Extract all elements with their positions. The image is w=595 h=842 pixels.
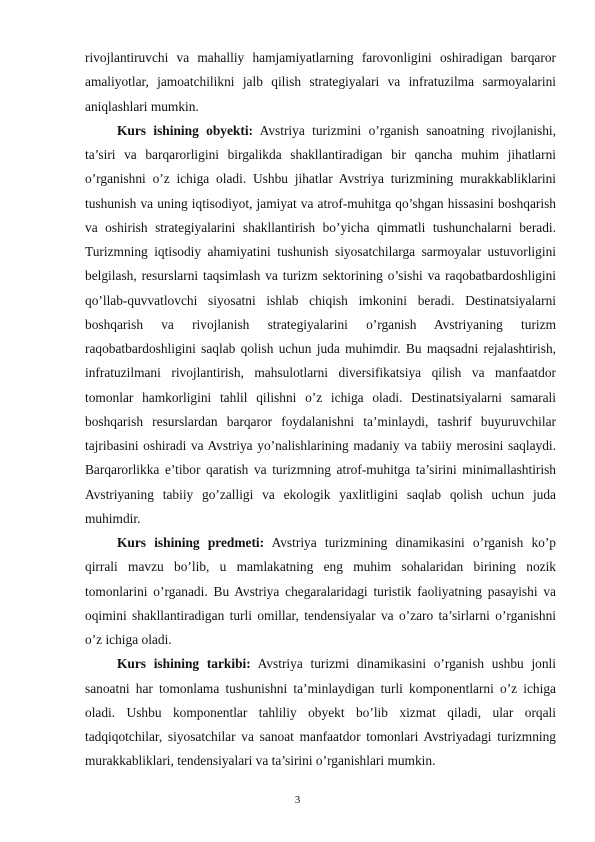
paragraph-term: Kurs ishining obyekti:	[117, 122, 254, 138]
page-number: 3	[294, 794, 301, 806]
paragraph-text: Avstriya turizmi dinamikasini o’rganish ushbu jonli sanoatni har tomonlama tushunishni ta’minlaydigan turli komponentlarni o’z ichiga oladi. Ushbu komponentlar tahliliy obyekt bo’lib xizmat qiladi, ular orqali tadqiqotchilar, siyosatchilar va sanoat manfaatdor tomonlari Avstriyadagi turizmning murakkabliklari, tendensiyalari va ta’sirini o’rganishlari mumkin.	[85, 656, 556, 769]
paragraph-kurs-tarkibi	[85, 652, 556, 773]
paragraph-term: Kurs ishining predmeti:	[117, 535, 265, 550]
document-body	[85, 46, 556, 774]
paragraph-text: rivojlantiruvchi va mahalliy hamjamiyatlarning farovonligini oshiradigan barqaror amaliyotlar, jamoatchilikni jalb qilish strategiyalari va infratuzilma sarmoyalarini aniqlashlari mumkin.	[85, 50, 556, 114]
paragraph-kurs-obyekti	[85, 119, 556, 531]
paragraph-text: Avstriya turizmining dinamikasini o’rganish ko’p qirrali mavzu bo’lib, u mamlakatning eng muhim sohalaridan birining nozik tomonlarini o’rganadi. Bu Avstriya chegaralaridagi turistik faoliyatning pasayishi va oqimini shakllantiradigan turli omillar, tendensiyalar va o’zaro ta’sirlarni o’rganishni o’z ichiga oladi.	[85, 535, 557, 647]
paragraph-text: Avstriya turizmini o’rganish sanoatning rivojlanishi, ta’siri va barqarorligini birgalikda shakllantiradigan bir qancha muhim jihatlarni o’rganishni o’z ichiga oladi. Ushbu jihatlar Avstriya turizmining murakkabliklarini tushunish va uning iqtisodiyot, jamiyat va atrof-muhitga qo’shgan hissasini boshqarish va oshirish strategiyalarini shakllantirish bo’yicha qimmatli tushunchalarni beradi. Turizmning iqtisodiy ahamiyatini tushunish siyosatchilarga sarmoyalar ustuvorligini belgilash, resurslarni taqsimlash va turizm sektorining o’sishi va raqobatbardoshligini qo’llab-quvvatlovchi siyosatni ishlab chiqish imkonini beradi. Destinatsiyalarni boshqarish va rivojlanish strategiyalarini o’rganish Avstriyaning turizm raqobatbardoshligini saqlab qolish uchun juda muhimdir. Bu maqsadni rejalashtirish, infratuzilmani rivojlantirish, mahsulotlarni diversifikatsiya qilish va manfaatdor tomonlar hamkorligini tahlil qilishni o’z ichiga oladi. Destinatsiyalarni samarali boshqarish resurslardan barqaror foydalanishni ta’minlaydi, tashrif buyuruvchilar tajribasini oshiradi va Avstriya yo’nalishlarining madaniy va tabiiy merosini saqlaydi. Barqarorlikka e’tibor qaratish va turizmning atrof-muhitga ta’sirini minimallashtirish Avstriyaning tabiiy go’zalligi va ekologik yaxlitligini saqlab qolish uchun juda muhimdir.	[85, 122, 557, 526]
paragraph-kurs-predmeti	[85, 531, 556, 652]
paragraph-term: Kurs ishining tarkibi:	[117, 656, 251, 672]
paragraph-intro-continuation	[85, 46, 556, 119]
